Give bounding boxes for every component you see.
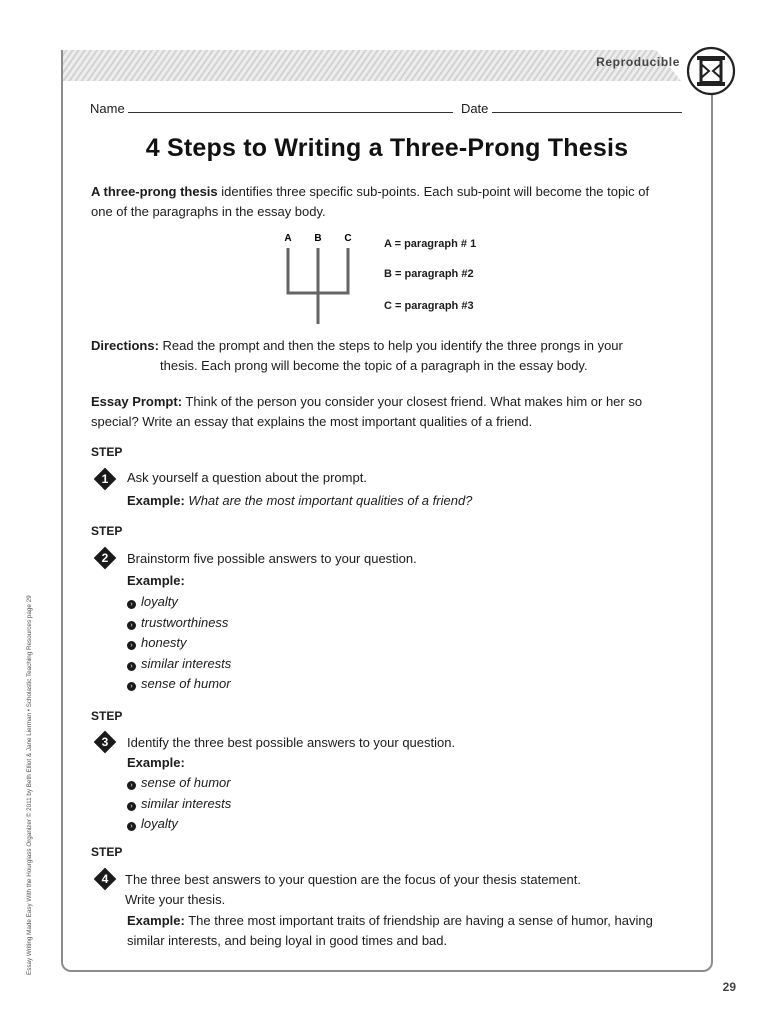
name-label: Name xyxy=(90,101,125,116)
copyright-credit: Essay Writing Made Easy With the Hourglass Organizer © 2011 by Beth Elliot & Jane Lierman • Scholastic Teaching Resources page 29 xyxy=(26,595,33,975)
list-item: › honesty xyxy=(127,633,231,654)
step-4-badge xyxy=(93,867,117,891)
step-4-text-line1: The three best answers to your question are the focus of your thesis statement. xyxy=(125,872,581,887)
essay-prompt-label: Essay Prompt: xyxy=(91,394,183,409)
directions-label: Directions: xyxy=(91,338,159,353)
list-item: › loyalty xyxy=(127,592,231,613)
step-2-example-label: Example: xyxy=(127,573,185,588)
step-3-example-label: Example: xyxy=(127,755,185,770)
date-field[interactable] xyxy=(492,101,682,113)
step-2-number: 2 xyxy=(101,551,109,565)
prong-label-c: C xyxy=(344,233,352,244)
step-2-badge xyxy=(93,546,117,570)
page-number: 29 xyxy=(722,980,736,994)
step-1-badge xyxy=(93,467,117,491)
essay-prompt-text: Think of the person you consider your closest friend. What makes him or her so special? Write an essay that explains the most important qualities of a friend. xyxy=(91,394,643,429)
step-3-text: Identify the three best possible answers to your question. xyxy=(127,735,456,750)
arrow-bullet-icon: › xyxy=(127,781,136,790)
step-3-badge xyxy=(93,730,117,754)
prong-legend-c: C = paragraph #3 xyxy=(384,300,474,312)
intro-paragraph xyxy=(91,182,671,222)
step-3-number: 3 xyxy=(101,735,109,749)
list-item: › sense of humor xyxy=(127,773,231,794)
directions-paragraph xyxy=(91,336,671,376)
reproducible-label: Reproducible xyxy=(596,55,680,69)
step-4-text-line2: Write your thesis. xyxy=(125,892,226,907)
step-4-text xyxy=(125,870,685,910)
arrow-bullet-icon: › xyxy=(127,802,136,811)
step-2-label: STEP xyxy=(91,524,123,538)
list-item: › trustworthiness xyxy=(127,613,231,634)
step-1-example xyxy=(127,491,472,511)
arrow-bullet-icon: › xyxy=(127,621,136,630)
prong-legend-a: A = paragraph # 1 xyxy=(384,238,477,250)
prong-label-a: A xyxy=(284,233,292,244)
directions-line1: Read the prompt and then the steps to help you identify the three prongs in your xyxy=(158,338,623,353)
step-2-text: Brainstorm five possible answers to your question. xyxy=(127,551,417,566)
name-field[interactable] xyxy=(128,101,453,113)
arrow-bullet-icon: › xyxy=(127,822,136,831)
name-date-row xyxy=(90,101,682,116)
page-title: 4 Steps to Writing a Three-Prong Thesis xyxy=(145,134,629,162)
step-4-number: 4 xyxy=(101,872,109,886)
arrow-bullet-icon: › xyxy=(127,641,136,650)
prong-legend-b: B = paragraph #2 xyxy=(384,268,474,280)
list-item: › sense of humor xyxy=(127,674,231,695)
arrow-bullet-icon: › xyxy=(127,662,136,671)
hourglass-icon xyxy=(686,46,736,96)
date-label: Date xyxy=(460,101,489,116)
step-4-example-text: The three most important traits of friendship are having a sense of humor, having similar interests, and being loyal in good times and bad. xyxy=(127,913,653,948)
step-4-example xyxy=(127,911,672,951)
three-prong-diagram xyxy=(278,230,368,326)
step-4-label: STEP xyxy=(91,845,123,859)
arrow-bullet-icon: › xyxy=(127,600,136,609)
step-4-example-label: Example: xyxy=(127,913,185,928)
list-item: › loyalty xyxy=(127,814,231,835)
step-1-example-text: What are the most important qualities of a friend? xyxy=(184,493,473,508)
list-item: › similar interests xyxy=(127,794,231,815)
intro-bold: A three-prong thesis xyxy=(91,184,218,199)
essay-prompt xyxy=(91,392,671,432)
intro-text: identifies three specific sub-points. Each sub-point will become the topic of one of the paragraphs in the essay body. xyxy=(91,184,650,219)
step-3-bullet-list xyxy=(127,773,231,835)
step-1-number: 1 xyxy=(101,472,109,486)
step-1-label: STEP xyxy=(91,445,123,459)
list-item: › similar interests xyxy=(127,654,231,675)
step-1-example-label: Example: xyxy=(127,493,185,508)
step-1-text: Ask yourself a question about the prompt. xyxy=(127,470,367,485)
directions-line2: thesis. Each prong will become the topic of a paragraph in the essay body. xyxy=(160,358,588,373)
arrow-bullet-icon: › xyxy=(127,682,136,691)
step-3-label: STEP xyxy=(91,709,123,723)
step-2-bullet-list xyxy=(127,592,231,695)
prong-label-b: B xyxy=(314,233,322,244)
